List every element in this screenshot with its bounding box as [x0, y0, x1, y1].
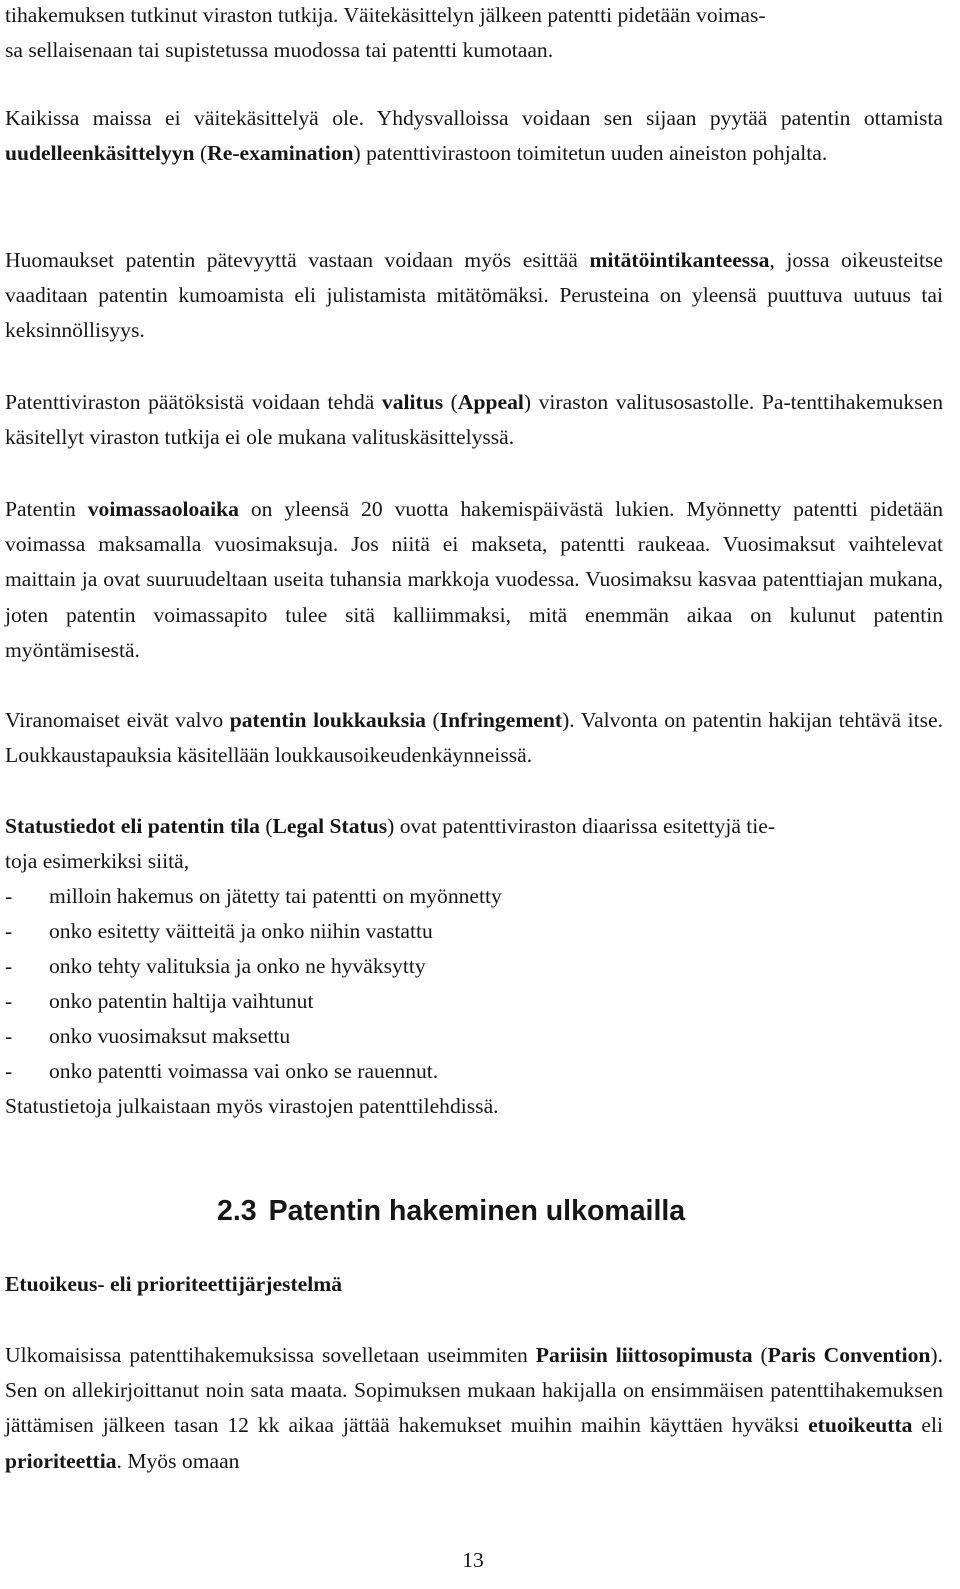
paragraph-infringement: Viranomaiset eivät valvo patentin loukkauksia (Infringement). Valvonta on patentin hakijan tehtävä itse. Loukkaustapauksia käsitellään loukkausoikeudenkäynneissä.: [5, 708, 943, 768]
section-number: 2.3: [217, 1195, 257, 1227]
paragraph-legal-status-line-2: toja esimerkiksi siitä,: [5, 849, 190, 873]
list-item: - onko esitetty väitteitä ja onko niihin vastattu: [5, 919, 433, 943]
paragraph-legal-status-line-1: Statustiedot eli patentin tila (Legal Status) ovat patenttiviraston diaarissa esitettyjä tie-: [5, 814, 776, 838]
list-item: - milloin hakemus on jätetty tai patentti on myönnetty: [5, 884, 502, 908]
list-item: - onko tehty valituksia ja onko ne hyväksytty: [5, 954, 426, 978]
paragraph-continuation-line-1: tihakemuksen tutkinut viraston tutkija. Väitekäsittelyn jälkeen patentti pidetään voimas-: [5, 3, 766, 27]
section-title: Patentin hakeminen ulkomailla: [268, 1195, 686, 1227]
list-item: - onko vuosimaksut maksettu: [5, 1024, 291, 1048]
paragraph-invalidation: Huomaukset patentin pätevyyttä vastaan voidaan myös esittää mitätöintikanteessa, jossa oikeusteitse vaaditaan patentin kumoamista eli julistamista mitätömäksi. Perusteina on yleensä puuttuva uutuus tai keksinnöllisyys.: [5, 248, 943, 343]
page-number: 13: [462, 1548, 484, 1572]
paragraph-appeal: Patenttiviraston päätöksistä voidaan tehdä valitus (Appeal) viraston valitusosastolle. Pa-tenttihakemuksen käsitellyt viraston tutkija ei ole mukana valituskäsittelyssä.: [5, 390, 943, 450]
list-item: - onko patentti voimassa vai onko se rauennut.: [5, 1059, 439, 1083]
paragraph-continuation-line-2: sa sellaisenaan tai supistetussa muodossa tai patentti kumotaan.: [5, 38, 554, 62]
status-list-closing: Statustietoja julkaistaan myös virastojen patenttilehdissä.: [5, 1094, 499, 1118]
list-item: - onko patentin haltija vaihtunut: [5, 989, 314, 1013]
subheading: Etuoikeus- eli prioriteettijärjestelmä: [5, 1272, 343, 1296]
section-heading: [217, 1193, 685, 1229]
paragraph-reexamination: Kaikissa maissa ei väitekäsittelyä ole. Yhdysvalloissa voidaan sen sijaan pyytää patentin ottamista uudelleenkäsittelyyn (Re-examination) patenttivirastoon toimitetun uuden aineiston pohjalta.: [5, 106, 943, 166]
paragraph-term: Patentin voimassaoloaika on yleensä 20 vuotta hakemispäivästä lukien. Myönnetty patentti pidetään voimassa maksamalla vuosimaksuja. Jos niitä ei makseta, patentti raukeaa. Vuosimaksut vaihtelevat maittain ja ovat suuruudeltaan useita tuhansia markkoja vuodessa. Vuosimaksu kasvaa patenttiajan mukana, joten patentin voimassapito tulee sitä kalliimmaksi, mitä enemmän aikaa on kulunut patentin myöntämisestä.: [5, 497, 943, 662]
paragraph-paris-convention: Ulkomaisissa patenttihakemuksissa sovelletaan useimmiten Pariisin liittosopimusta (Paris Convention). Sen on allekirjoittanut noin sata maata. Sopimuksen mukaan hakijalla on ensimmäisen patenttihakemuksen jättämisen jälkeen tasan 12 kk aikaa jättää hakemukset muihin maihin käyttäen hyväksi etuoikeutta eli prioriteettia. Myös omaan: [5, 1343, 943, 1473]
